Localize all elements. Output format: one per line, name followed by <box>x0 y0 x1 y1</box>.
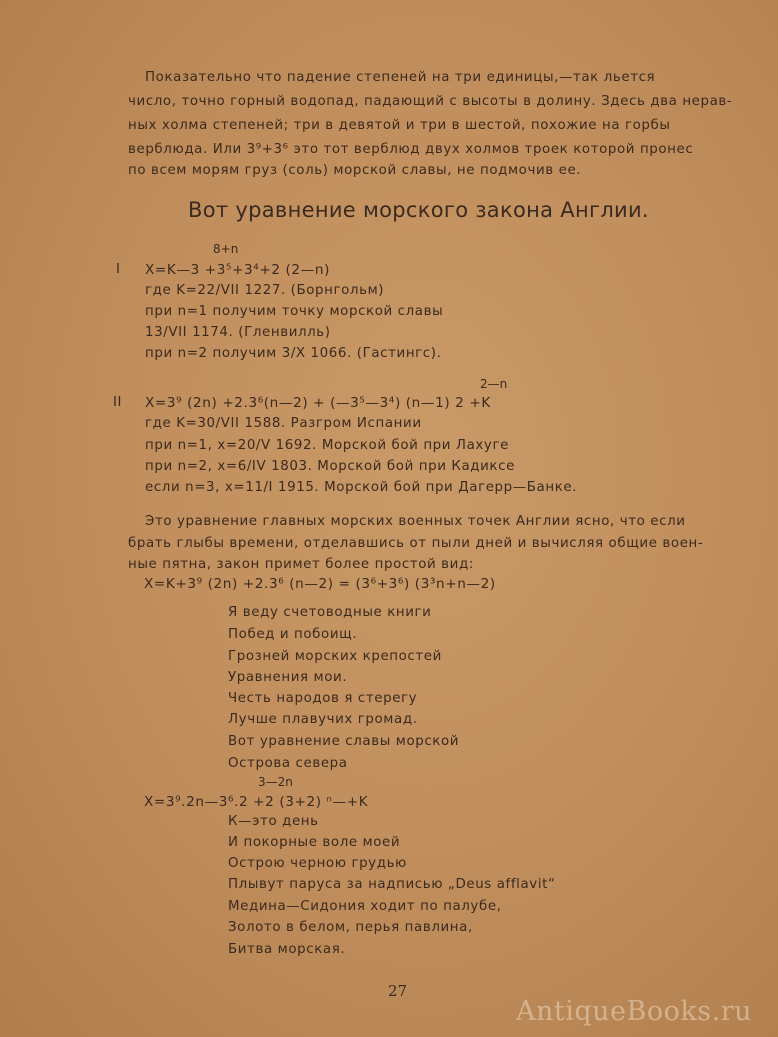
eq1-line-3: 13/VII 1174. (Гленвилль) <box>145 325 331 340</box>
eq2-line-1: где K=30/VII 1588. Разгром Испании <box>145 416 422 431</box>
poem2-line-3: Острою черною грудью <box>228 856 407 871</box>
poem2-line-1: К—это день <box>228 814 319 829</box>
eq2-line-4: если n=3, x=11/I 1915. Морской бой при Дагерр—Банке. <box>145 480 578 495</box>
poem1-line-1: Я веду счетоводные книги <box>228 605 432 620</box>
poem2-line-4: Плывут паруса за надписью „Deus afflavit“ <box>228 877 556 892</box>
eq3-formula: X=3⁹.2n—3⁶.2 +2 (3+2) ⁿ—+K <box>144 794 369 810</box>
poem2-line-2: И покорные воле моей <box>228 835 401 850</box>
intro-line-4: верблюда. Или 3⁹+3⁶ это тот верблюд двух холмов троек которой пронес <box>128 142 694 157</box>
para2-line-3: ные пятна, закон примет более простой вид: <box>128 557 474 572</box>
poem2-line-6: Золото в белом, перья павлина, <box>228 920 473 935</box>
eq1-line-2: при n=1 получим точку морской славы <box>145 304 444 319</box>
poem1-line-3: Грозней морских крепостей <box>228 649 442 664</box>
eq2-line-2: при n=1, x=20/V 1692. Морской бой при Лахуге <box>145 438 509 453</box>
eq1-numeral: I <box>116 262 121 277</box>
para2-line-2: брать глыбы времени, отделавшись от пыли дней и вычисляя общие воен- <box>128 536 704 551</box>
poem1-line-7: Вот уравнение славы морской <box>228 734 460 749</box>
section-heading: Вот уравнение морского закона Англии. <box>188 198 649 222</box>
intro-line-1: Показательно что падение степеней на три единицы,—так льется <box>145 70 656 85</box>
page-number: 27 <box>388 982 408 1000</box>
eq1-line-1: где K=22/VII 1227. (Борнгольм) <box>145 283 385 298</box>
intro-line-5: по всем морям груз (соль) морской славы, не подмочив ее. <box>128 163 582 178</box>
poem1-line-5: Честь народов я стерегу <box>228 691 418 706</box>
poem1-line-4: Уравнения мои. <box>228 670 348 685</box>
eq1-formula: X=K—3 +3⁵+3⁴+2 (2—n) <box>145 262 330 278</box>
eq2-exponent: 2—n <box>480 377 508 391</box>
intro-line-2: число, точно горный водопад, падающий с высоты в долину. Здесь два нерав- <box>128 94 733 109</box>
eq2-formula: X=3⁹ (2n) +2.3⁶(n—2) + (—3⁵—3⁴) (n—1) 2 +K <box>145 395 491 411</box>
poem1-line-6: Лучше плавучих громад. <box>228 712 418 727</box>
eq2-line-3: при n=2, x=6/IV 1803. Морской бой при Кадиксе <box>145 459 515 474</box>
poem1-line-2: Побед и побоищ. <box>228 627 358 642</box>
eq2-numeral: II <box>113 395 123 410</box>
eq1-exponent: 8+n <box>213 242 239 256</box>
para2-formula: X=K+3⁹ (2n) +2.3⁶ (n—2) = (3⁶+3⁶) (3³n+n—2) <box>144 576 496 592</box>
poem2-line-7: Битва морская. <box>228 942 346 957</box>
poem2-line-5: Медина—Сидония ходит по палубе, <box>228 899 502 914</box>
eq3-exponent: 3—2n <box>258 775 293 789</box>
poem1-line-8: Острова севера <box>228 756 348 771</box>
eq1-line-4: при n=2 получим 3/X 1066. (Гастингс). <box>145 346 442 361</box>
para2-line-1: Это уравнение главных морских военных точек Англии ясно, что если <box>145 514 686 529</box>
watermark: AntiqueBooks.ru <box>516 996 752 1027</box>
intro-line-3: ных холма степеней; три в девятой и три в шестой, похожие на горбы <box>128 118 671 133</box>
